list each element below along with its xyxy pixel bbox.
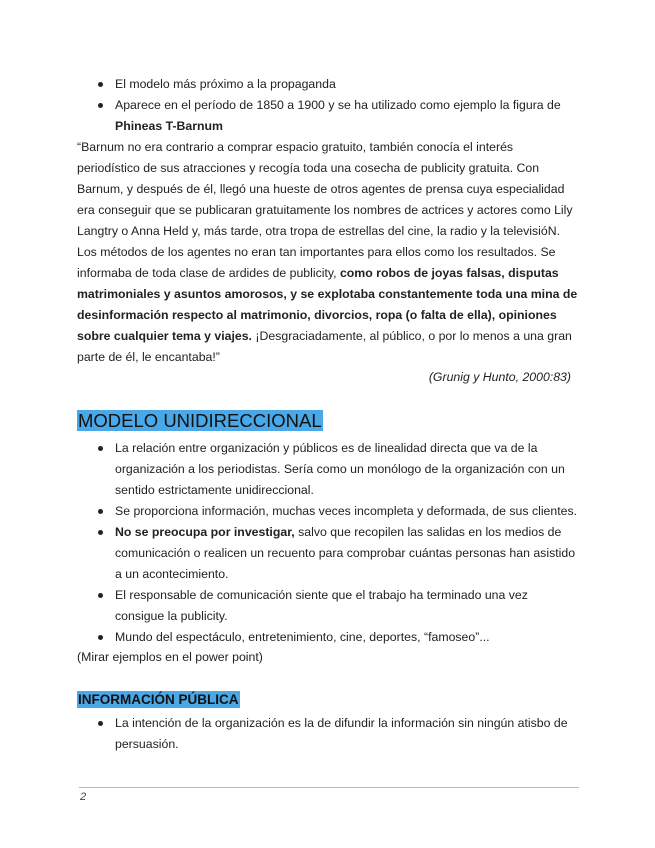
informacion-publica-list (77, 713, 579, 755)
section-heading-container (77, 410, 323, 432)
list-item-text: Aparece en el período de 1850 a 1900 y se ha utilizado como ejemplo la figura de (115, 98, 561, 112)
intro-bullet-list (77, 74, 579, 137)
list-item: La relación entre organización y públicos es de linealidad directa que va de la organización a los periodistas. Sería como un monólogo de la organización con un sentido estrictamente unidireccional. (77, 438, 579, 501)
list-item (77, 95, 579, 137)
section-heading-informacion-publica: INFORMACIÓN PÚBLICA (78, 692, 239, 707)
section-heading-modelo-unidireccional: MODELO UNIDIRECCIONAL (78, 410, 322, 431)
list-item: La intención de la organización es la de difundir la información sin ningún atisbo de persuasión. (77, 713, 579, 755)
quote-text-1: “Barnum no era contrario a comprar espacio gratuito, también conocía el interés periodístico de sus atracciones y recogía toda una cosecha de publicity gratuita. Con Barnum, y después de él, llegó una hueste de otros agentes de prensa cuya especialidad era conseguir que se publicaran gratuitamente los nombres de actrices y actores como Lily Langtry o Anna Held y, más tarde, otra tropa de estrellas del cine, la radio y la televisióN. Los métodos de los agentes no eran tan importantes para ellos como los resultados. Se informaba de toda clase de ardides de publicity, (77, 140, 573, 280)
page-number: 2 (80, 791, 87, 803)
list-item: Mundo del espectáculo, entretenimiento, cine, deportes, “famoseo”... (77, 627, 579, 648)
modelo-unidireccional-list (77, 438, 579, 648)
note-text: (Mirar ejemplos en el power point) (77, 650, 263, 664)
list-item: Se proporciona información, muchas veces incompleta y deformada, de sus clientes. (77, 501, 579, 522)
quote-bold-text: como robos de joyas falsas, disputas matrimoniales y asuntos amorosos, y se explotaba constantemente toda una mina de desinformación respecto al matrimonio, divorcios, ropa (o falta de ella), opiniones sobre cualquier tema y viajes. (77, 266, 578, 343)
list-item-bold: No se preocupa por investigar, (115, 525, 295, 539)
section-heading-container (77, 691, 240, 709)
footer-divider (79, 787, 579, 788)
list-item (77, 522, 579, 585)
list-item-text: salvo que recopilen las salidas en los medios de comunicación o realicen un recuento para comprobar cuántas personas han asistido a un acontecimiento. (115, 525, 576, 581)
barnum-quote (77, 137, 579, 368)
barnum-name: Phineas T-Barnum (115, 119, 223, 133)
list-item: El modelo más próximo a la propaganda (77, 74, 579, 95)
citation: (Grunig y Hunto, 2000:83) (428, 370, 571, 384)
quote-text-2: ¡Desgraciadamente, al público, o por lo menos a una gran parte de él, le encantaba!” (77, 329, 572, 364)
list-item: El responsable de comunicación siente que el trabajo ha terminado una vez consigue la publicity. (77, 585, 579, 627)
